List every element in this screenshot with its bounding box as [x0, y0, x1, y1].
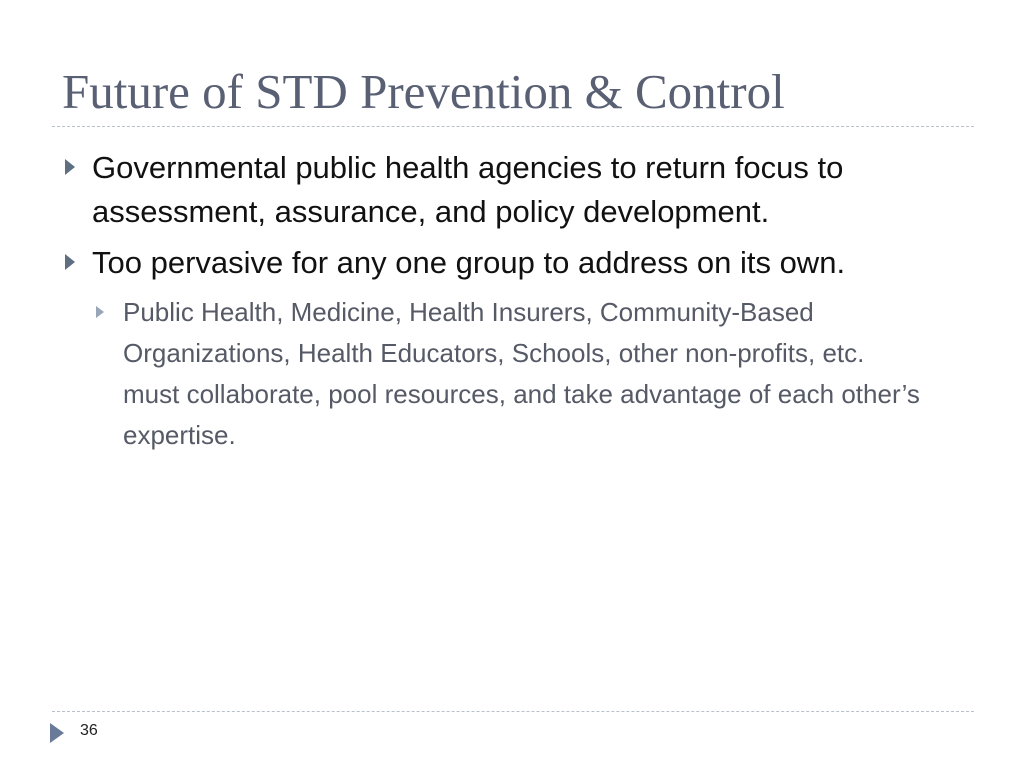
footer-divider: [52, 711, 974, 712]
sub-bullet-text: Public Health, Medicine, Health Insurers, Community-Based Organizations, Health Educators, Schools, other non-profits, etc. must collaborate, pool resources, and take advantage of each other’s expertise.: [123, 297, 920, 450]
bullet-text: Governmental public health agencies to return focus to assessment, assurance, and policy development.: [92, 150, 844, 229]
bullet-text: Too pervasive for any one group to address on its own.: [92, 245, 846, 280]
footer-triangle-icon: [50, 723, 64, 743]
bullet-triangle-icon: [65, 254, 75, 270]
sub-bullet-item: [90, 292, 923, 456]
bullet-triangle-icon: [65, 159, 75, 175]
page-number: 36: [80, 722, 98, 739]
bullet-item: [58, 241, 958, 285]
title-divider: [52, 126, 974, 127]
bullet-list: [58, 146, 958, 456]
bullet-item: [58, 146, 958, 234]
sub-bullet-triangle-icon: [96, 306, 104, 318]
slide-title: Future of STD Prevention & Control: [62, 64, 785, 119]
